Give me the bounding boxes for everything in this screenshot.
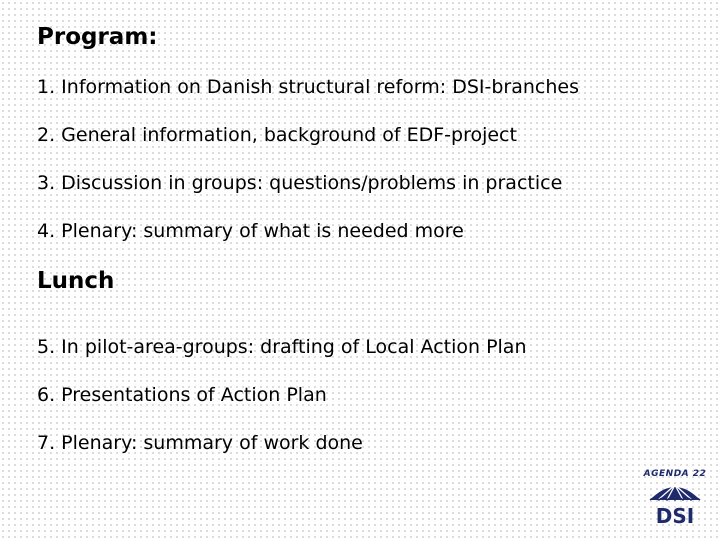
agenda-item-1: 1. Information on Danish structural reform: DSI-branches [37, 76, 579, 98]
agenda-item-4: 4. Plenary: summary of what is needed more [37, 220, 464, 242]
program-heading: Program: [37, 24, 158, 50]
agenda-item-3: 3. Discussion in groups: questions/problems in practice [37, 172, 563, 194]
agenda-item-6: 6. Presentations of Action Plan [37, 384, 327, 406]
agenda-item-7: 7. Plenary: summary of work done [37, 432, 363, 454]
logo-wordmark: DSI [655, 504, 695, 528]
umbrella-icon [638, 480, 712, 528]
agenda-item-5: 5. In pilot-area-groups: drafting of Local Action Plan [37, 336, 527, 358]
logo-caption: AGENDA 22 [643, 469, 707, 479]
dsi-logo [638, 468, 712, 530]
agenda-item-2: 2. General information, background of EDF-project [37, 124, 517, 146]
lunch-heading: Lunch [37, 268, 115, 294]
